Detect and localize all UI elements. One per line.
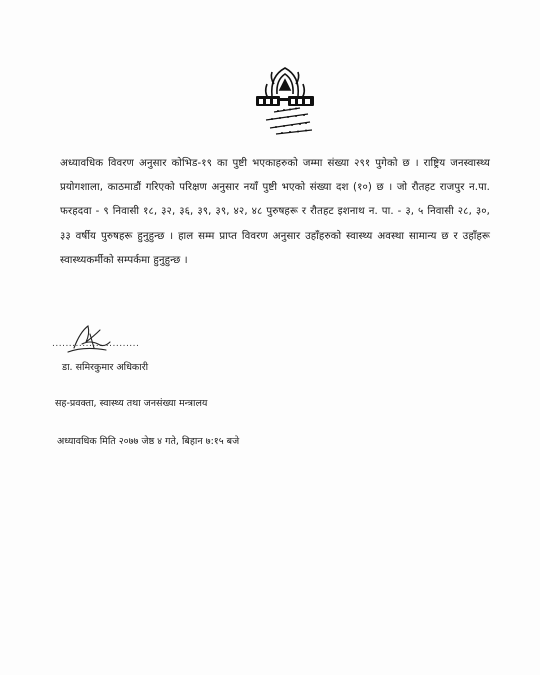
- press-release-body: अध्यावधिक विवरण अनुसार कोभिड-१९ का पुष्टी भएकाहरुको जम्मा संख्या २९१ पुगेको छ । राष्ट्रिय जनस्वास्थ्य प्रयोगशाला, काठमाडौं गरिएको परिक्षण अनुसार नयाँ पुष्टी भएको संख्या दश (१०) छ । जो रौतहट राजपुर न.पा. फरहदवा - ९ निवासी १८, ३२, ३६, ३९, ३९, ४२, ४८ पुरुषहरू र रौतहट इशनाथ न. पा. - ३, ५ निवासी २८, ३०, ३३ वर्षीय पुरुषहरू हुनुहुन्छ । हाल सम्म प्राप्त विवरण अनुसार उहाँहरुको स्वास्थ्य अवस्था सामान्य छ र उहाँहरू स्वास्थ्यकर्मीको सम्पर्कमा हुनुहुन्छ ।: [60, 158, 490, 266]
- signature-line: ..........................: [52, 339, 140, 349]
- ministry-seal: [242, 62, 328, 140]
- update-timestamp: अध्यावधिक मिति २०७७ जेष्ठ ४ गते, बिहान ७:१५ बजे: [57, 436, 240, 447]
- signer-name: डा. समिरकुमार अधिकारी: [62, 362, 149, 373]
- signer-title: सह-प्रवक्ता, स्वास्थ्य तथा जनसंख्या मन्त्रालय: [55, 398, 208, 409]
